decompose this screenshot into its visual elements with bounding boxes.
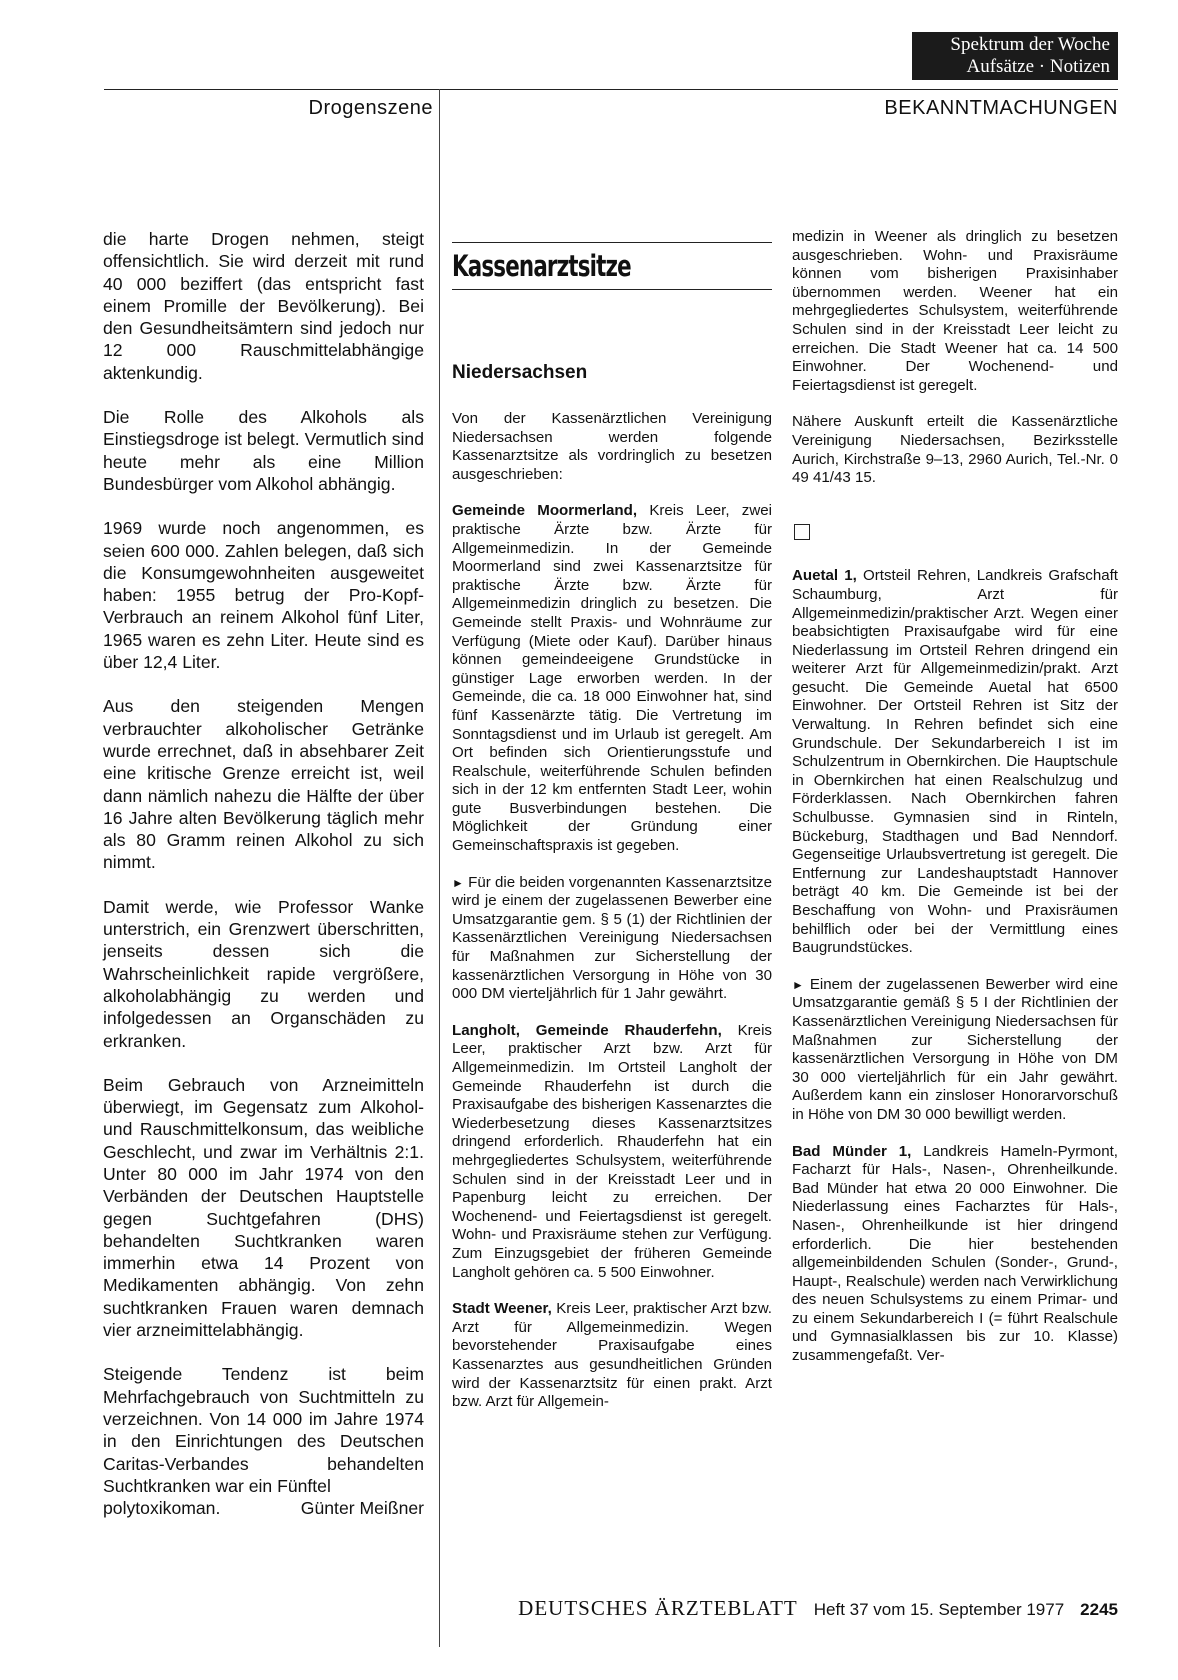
section-badge (912, 32, 1118, 80)
closing-word: polytoxikoman. (103, 1498, 221, 1519)
publication-name: DEUTSCHES ÄRZTEBLATT (518, 1596, 798, 1620)
notice-entry (792, 567, 1118, 957)
entry-place: Stadt Weener, (452, 1300, 552, 1318)
paragraph: 1969 wurde noch angenommen, es seien 600 000. Zahlen belegen, daß sich die Konsumgewohnheiten ausgeweitet haben: 1955 betrug der Pro-Kopf-Verbrauch an reinem Alkohol fünf Liter, 1965 waren es zehn Liter. Heute sind es über 12,4 Liter. (103, 518, 424, 673)
page-footer (428, 1596, 1118, 1621)
page-number: 2245 (1080, 1600, 1118, 1619)
notice-title-box (452, 242, 772, 290)
column-divider (439, 89, 440, 1647)
issue-info: Heft 37 vom 15. September 1977 (813, 1600, 1065, 1619)
title-rule-bottom (452, 289, 772, 290)
paragraph: Damit werde, wie Professor Wanke unterstrich, ein Grenzwert überschritten, jenseits dessen sich die Wahrscheinlichkeit rapide vergrößere, alkoholabhängig zu werden und infolgedessen an Organschäden zu erkranken. (103, 896, 424, 1051)
article-column-drogenszene (103, 228, 424, 1519)
notices-column-3 (792, 228, 1118, 1384)
section-label-right: BEKANNTMACHUNGEN (884, 97, 1118, 119)
badge-line-2: Aufsätze · Notizen (966, 56, 1110, 77)
notice-entry (792, 976, 1118, 1125)
arrow-marker-icon: ► (452, 875, 464, 890)
entry-text: Kreis Leer, praktischer Arzt bzw. Arzt für Allgemeinmedizin. Wegen bevorstehender Praxisaufgabe eines Kassenarztes aus gesundheitlichen Gründen wird der Kassenarztsitz für einen prakt. Arzt bzw. Arzt für Allgemein- (452, 1300, 772, 1411)
entry-place: Langholt, Gemeinde Rhauderfehn, (452, 1021, 722, 1039)
paragraph: Beim Gebrauch von Arzneimitteln überwiegt, im Gegensatz zum Alkohol- und Rauschmittelkonsum, das weibliche Geschlecht, und zwar im Verhältnis 2:1. Unter 80 000 im Jahr 1974 von den Verbänden der Deutschen Hauptstelle gegen Suchtgefahren (DHS) behandelten Suchtkranken waren immerhin etwa 14 Prozent von Medikamenten abhängig. Von zehn suchtkranken Frauen waren demnach vier arzneimittelabhängig. (103, 1074, 424, 1341)
section-separator-box-icon (794, 524, 810, 540)
contact-paragraph: Nähere Auskunft erteilt die Kassenärztliche Vereinigung Niedersachsen, Bezirksstelle Aurich, Kirchstraße 9–13, 2960 Aurich, Tel.-Nr. 0 49 41/43 15. (792, 413, 1118, 487)
entry-place: Bad Münder 1, (792, 1142, 912, 1160)
paragraph: die harte Drogen nehmen, steigt offensichtlich. Sie wird derzeit mit rund 40 000 beziffert (das entspricht fast einem Promille der Bevölkerung). Bei den Gesundheitsämtern sind jedoch nur 12 000 Rauschmittelabhängige aktenkundig. (103, 229, 424, 383)
section-label-left: Drogenszene (308, 97, 433, 119)
notice-entry (452, 1300, 772, 1412)
notice-entry (452, 502, 772, 855)
arrow-marker-icon: ► (792, 977, 804, 992)
top-rule (104, 89, 1118, 90)
notice-title: Kassenarztsitze (452, 249, 631, 283)
notice-entry (452, 1022, 772, 1282)
paragraph: Steigende Tendenz ist beim Mehrfachgebrauch von Suchtmitteln zu verzeichnen. Von 14 000 im Jahre 1974 in den Einrichtungen des Deutschen Caritas-Verbandes behandelten Suchtkranken war ein Fünftel (103, 1364, 424, 1496)
author-signature: Günter Meißner (300, 1498, 424, 1519)
paragraph: Aus den steigenden Mengen verbrauchter alkoholischer Getränke wurde errechnet, daß in absehbarer Zeit eine kritische Grenze erreicht ist, weil dann nämlich nahezu die Hälfte der über 16 Jahre alten Bevölkerung täglich mehr als 80 Gramm reinen Alkohol zu sich nimmt. (103, 696, 424, 873)
paragraph: medizin in Weener als dringlich zu besetzen ausgeschrieben. Wohn- und Praxisräume können vom bisherigen Praxisinhaber übernommen werden. Weener hat ein mehrgegliedertes Schulsystem, weiterführende Schulen sind in der Kreisstadt Leer leicht zu erreichen. Die Stadt Weener hat ca. 14 500 Einwohner. Der Wochenend- und Feiertagsdienst ist geregelt. (792, 228, 1118, 394)
region-heading: Niedersachsen (452, 362, 588, 383)
entry-text: Einem der zugelassenen Bewerber wird eine Umsatzgarantie gemäß § 5 I der Richtlinien der Kassenärztlichen Vereinigung Niedersachsen für Maßnahmen zur Sicherstellung der kassenärztlichen Versorgung in Höhe von DM 30 000 vierteljährlich für ein Jahr gewährt. Außerdem kann ein zinsloser Honorarvorschuß in Höhe von DM 30 000 bewilligt werden. (792, 975, 1118, 1123)
notices-column-2 (452, 410, 772, 1430)
badge-line-1: Spektrum der Woche (950, 34, 1110, 55)
entry-text: Für die beiden vorgenannten Kassenarztsitze wird je einem der zugelassenen Bewerber eine Umsatzgarantie gem. § 5 (1) der Richtlinien der Kassenärztlichen Vereinigung Niedersachsen für Maßnahmen zur Sicherstellung der kassenärztlichen Versorgung in Höhe von 30 000 DM vierteljährlich für 1 Jahr gewährt. (452, 873, 772, 1003)
notice-entry (792, 1143, 1118, 1366)
entry-place: Auetal 1, (792, 567, 857, 585)
intro-paragraph: Von der Kassenärztlichen Vereinigung Niedersachsen werden folgende Kassenarztsitze als vordringlich zu besetzen ausgeschrieben: (452, 410, 772, 483)
entry-text: Kreis Leer, zwei praktische Ärzte bzw. Ärzte für Allgemeinmedizin. In der Gemeinde Moormerland sind zwei Kassenarztsitze für praktische Ärzte bzw. Ärzte für Allgemeinmedizin dringlich zu besetzen. Die Gemeinde stellt Praxis- und Wohnräume zur Verfügung (Miete oder Kauf). Darüber hinaus können gemeindeeigene Grundstücke in günstiger Lage erworben werden. In der Gemeinde, die ca. 18 000 Einwohner hat, sind fünf Kassenärzte tätig. Die Vertretung im Sonntagsdienst und im Urlaub ist geregelt. Am Ort befinden sich Orientierungsstufe und Realschule, weiterführende Schulen befinden sich in der 12 km entfernten Stadt Leer, wohin gute Busverbindungen bestehen. Die Möglichkeit der Gründung einer Gemeinschaftspraxis ist gegeben. (452, 502, 773, 855)
entry-text: Ortsteil Rehren, Landkreis Grafschaft Schaumburg, Arzt für Allgemeinmedizin/praktischer Arzt. Wegen einer beabsichtigten Praxisaufgabe wird für eine Niederlassung im Ortsteil Rehren dringend ein weiterer Arzt für Allgemeinmedizin/prakt. Arzt gesucht. Die Gemeinde Auetal hat 6500 Einwohner. Der Ortsteil Rehren ist Sitz der Verwaltung. In Rehren befindet sich eine Grundschule. Der Sekundarbereich I ist im Schulzentrum in Obernkirchen. Die Hauptschule in Obernkirchen hat einen Realschulzug und Förderklassen. Nach Obernkirchen fahren Schulbusse. Gymnasien sind in Rinteln, Bückeburg, Stadthagen und Bad Nenndorf. Gegenseitige Urlaubsvertretung ist geregelt. Die Entfernung zur Landeshauptstadt Hannover beträgt 40 km. Die Gemeinde ist bei der Beschaffung von Wohn- und Praxisräumen behilflich oder bei der Vermittlung eines Baugrundstückes. (792, 567, 1118, 957)
notice-entry (452, 874, 772, 1004)
entry-text: Kreis Leer, praktischer Arzt bzw. Arzt für Allgemeinmedizin. Im Ortsteil Langholt der Gemeinde Rhauderfehn ist durch die Praxisaufgabe des bisherigen Kassenarztes die Wiederbesetzung dieses Kassenarztsitzes dringend erforderlich. Rhauderfehn hat ein mehrgegliedertes Schulsystem, weiterführende Schulen sind in der Kreisstadt Leer und in Papenburg leicht zu erreichen. Der Wochenend- und Feiertagsdienst ist geregelt. Wohn- und Praxisräume stehen zur Verfügung. Zum Einzugsgebiet der früheren Gemeinde Langholt gehören ca. 5 500 Einwohner. (452, 1021, 772, 1281)
closing-line (103, 1497, 424, 1519)
entry-place: Gemeinde Moormerland, (452, 502, 638, 520)
entry-text: Landkreis Hameln-Pyrmont, Facharzt für Hals-, Nasen-, Ohrenheilkunde. Bad Münder hat etwa 20 000 Einwohner. Die Niederlassung eines Facharztes für Hals-, Nasen-, Ohrenheilkunde ist hier dringend erforderlich. Die hier bestehenden allgemeinbildenden Schulen (Sonder-, Grund-, Haupt-, Realschule) werden nach Verwirklichung des neuen Schulsystems zu einem Primar- und zu einem Sekundarbereich I (= führt Realschule und Gymnasialklassen bis zur 10. Klasse) zusammengefaßt. Ver- (792, 1142, 1118, 1365)
title-rule-top (452, 242, 772, 243)
paragraph: Die Rolle des Alkohols als Einstiegsdroge ist belegt. Vermutlich sind heute mehr als eine Million Bundesbürger vom Alkohol abhängig. (103, 407, 424, 494)
